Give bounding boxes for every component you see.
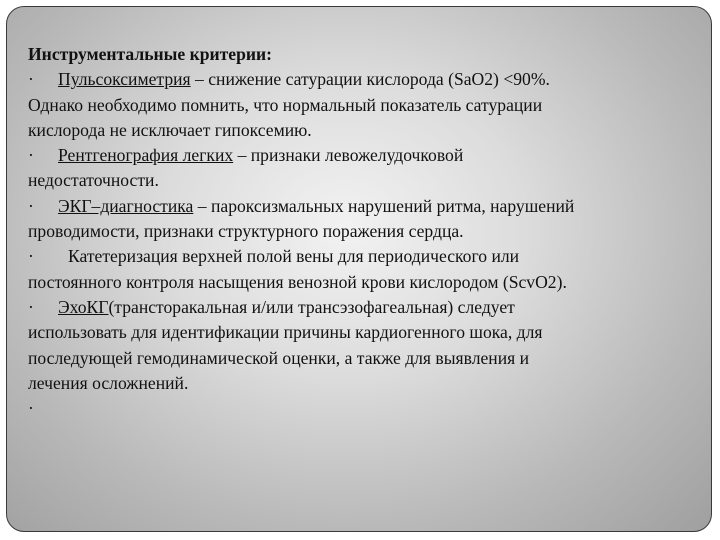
- term-echo: ЭхоКГ: [58, 296, 109, 317]
- bullet-marker: ·: [28, 145, 34, 166]
- bullet-marker: ·: [28, 246, 34, 267]
- item-echo-line-3: последующей гемодинамической оценки, а также для выявления и: [28, 347, 530, 368]
- term-pulse-oximetry: Пульсоксиметрия: [58, 69, 191, 90]
- item-catheterization-line-1: [28, 244, 688, 269]
- item-ecg-line-1: [28, 194, 688, 219]
- item-xray-text: – признаки левожелудочковой: [233, 145, 464, 166]
- bullet-marker: ·: [28, 195, 34, 216]
- slide-content: [28, 42, 688, 421]
- bullet-marker: ·: [28, 296, 34, 317]
- item-pulse-oximetry-line-2: Однако необходимо помнить, что нормальный показатель сатурации: [28, 94, 543, 115]
- item-pulse-oximetry-line-1: [28, 67, 688, 92]
- item-ecg-text: – пароксизмальных нарушений ритма, нарушений: [193, 195, 575, 216]
- slide: [6, 6, 712, 532]
- slide-heading: Инструментальные критерии:: [28, 44, 273, 64]
- item-xray-line-1: [28, 143, 688, 168]
- item-echo-line-2: использовать для идентификации причины кардиогенного шока, для: [28, 322, 543, 343]
- item-echo-line-4: лечения осложнений.: [28, 372, 189, 393]
- item-echo-text: (трансторакальная и/или трансэзофагеальная) следует: [108, 296, 515, 317]
- item-pulse-oximetry-text: – снижение сатурации кислорода (SaO2) <90%.: [190, 69, 550, 90]
- bullet-marker: ·: [28, 69, 34, 90]
- item-pulse-oximetry-line-3: кислорода не исключает гипоксемию.: [28, 119, 312, 140]
- item-catheterization-line-2: постоянного контроля насыщения венозной крови кислородом (ScvO2).: [28, 271, 567, 292]
- term-ecg: ЭКГ–диагностика: [58, 195, 194, 216]
- item-ecg-line-2: проводимости, признаки структурного поражения сердца.: [28, 221, 464, 242]
- item-xray-line-2: недостаточности.: [28, 170, 159, 191]
- term-xray: Рентгенография легких: [58, 145, 234, 166]
- item-catheterization-text: Катетеризация верхней полой вены для периодического или: [68, 246, 520, 267]
- bullet-marker: ·: [28, 398, 34, 419]
- empty-bullet-line: [28, 396, 688, 421]
- item-echo-line-1: [28, 295, 688, 320]
